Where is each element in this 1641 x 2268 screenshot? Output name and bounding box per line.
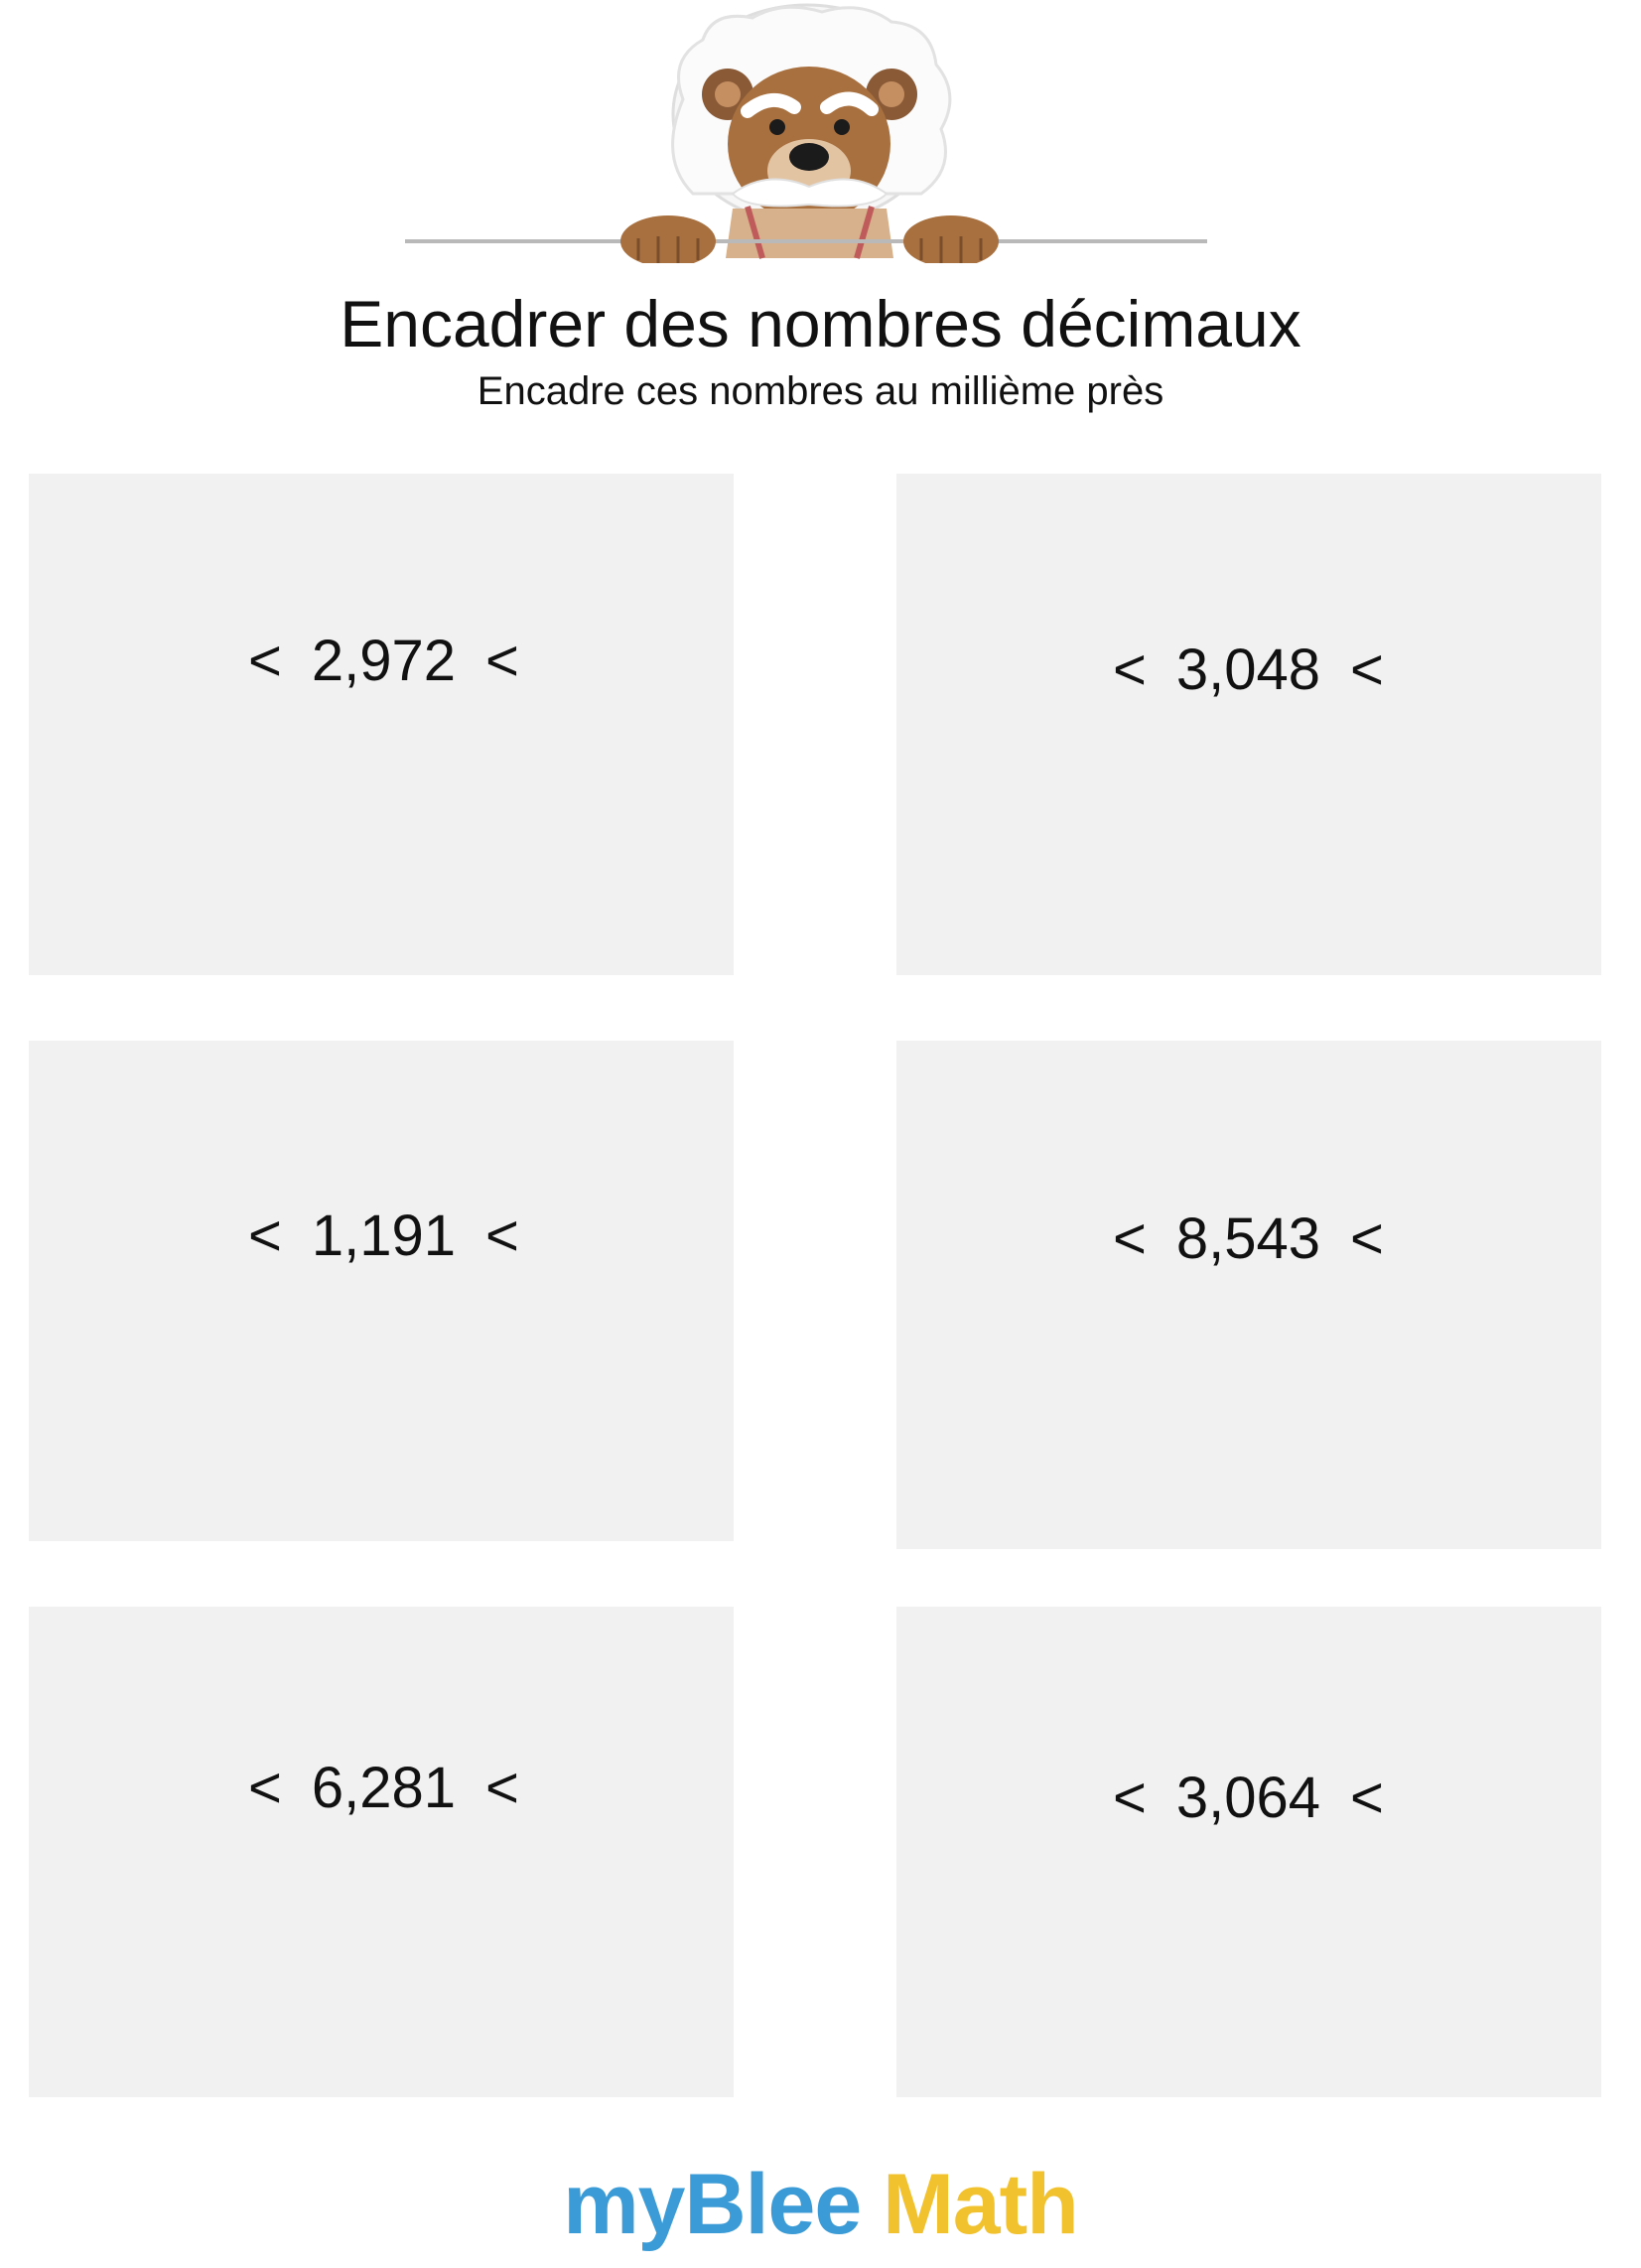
page-subtitle: Encadre ces nombres au millième près [477, 369, 1164, 413]
right-less-than-sign: < [485, 1204, 519, 1268]
exercise-card [896, 1041, 1601, 1549]
exercise-number: 2,972 [311, 629, 457, 693]
exercise-number: 3,064 [1175, 1766, 1321, 1830]
exercise-card [29, 474, 734, 975]
logo-math: Math [883, 2157, 1078, 2252]
logo-myblee: myBlee [563, 2157, 862, 2252]
exercise-card [29, 1041, 734, 1541]
exercise-number: 3,048 [1175, 638, 1321, 702]
left-less-than-sign: < [1113, 1766, 1147, 1830]
left-less-than-sign: < [1113, 1206, 1147, 1271]
exercise-expression [1113, 1766, 1384, 1831]
exercise-number: 8,543 [1175, 1206, 1321, 1271]
exercise-card [896, 1607, 1601, 2097]
left-less-than-sign: < [248, 1204, 282, 1268]
exercise-expression [248, 1204, 519, 1269]
right-less-than-sign: < [485, 629, 519, 693]
right-less-than-sign: < [485, 1756, 519, 1820]
bear-mascot-icon [405, 0, 1219, 270]
left-less-than-sign: < [248, 629, 282, 693]
exercise-number: 6,281 [311, 1756, 457, 1820]
left-less-than-sign: < [1113, 638, 1147, 702]
exercise-expression [248, 629, 519, 694]
exercise-card [896, 474, 1601, 975]
left-less-than-sign: < [248, 1756, 282, 1820]
exercise-card [29, 1607, 734, 2097]
right-less-than-sign: < [1350, 1206, 1384, 1271]
right-less-than-sign: < [1350, 638, 1384, 702]
brand-logo [0, 2155, 1641, 2254]
exercise-expression [1113, 638, 1384, 703]
exercise-number: 1,191 [311, 1204, 457, 1268]
exercise-expression [248, 1756, 519, 1821]
exercise-expression [1113, 1206, 1384, 1272]
page-title: Encadrer des nombres décimaux [340, 287, 1301, 360]
right-less-than-sign: < [1350, 1766, 1384, 1830]
